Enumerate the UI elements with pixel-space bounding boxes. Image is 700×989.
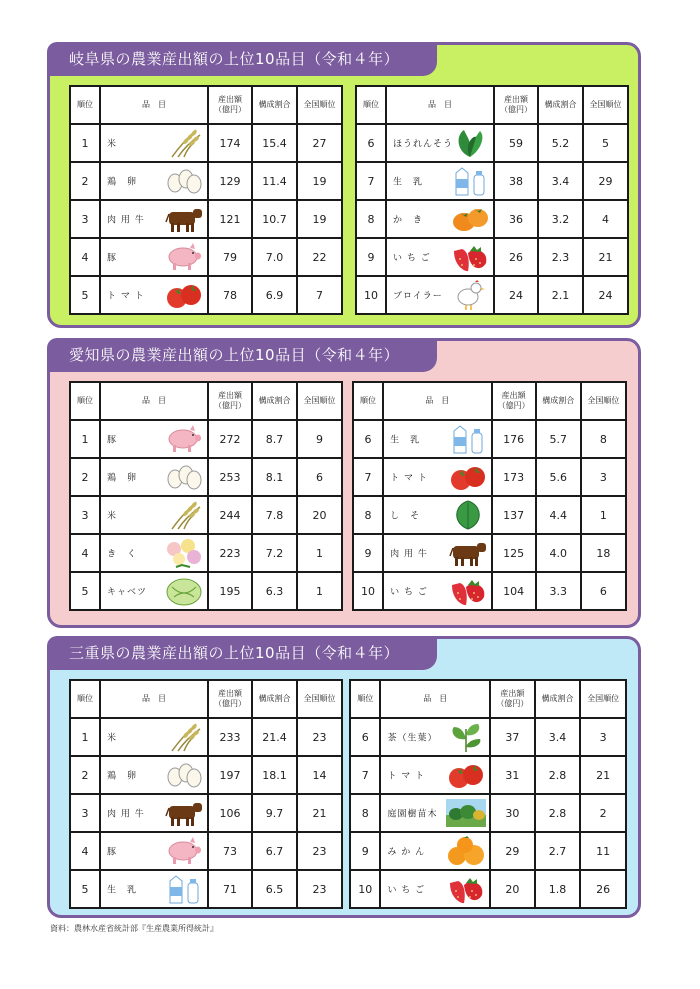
output-cell: 223 xyxy=(208,534,252,572)
ranking-table xyxy=(69,381,343,611)
item-name: 豚 xyxy=(107,435,118,446)
item-name: 肉 用 牛 xyxy=(107,809,145,820)
ranking-table xyxy=(355,85,629,315)
egg-icon xyxy=(164,759,204,791)
table-row xyxy=(70,756,342,794)
rank-cell: 5 xyxy=(70,276,100,314)
rice-icon xyxy=(164,721,204,753)
table-row xyxy=(353,496,626,534)
header-output: 産出額 （億円） xyxy=(494,86,538,124)
aichi-title: 愛知県の農業産出額の上位10品目（令和４年） xyxy=(47,338,437,372)
table-row xyxy=(353,420,626,458)
national-rank-cell: 6 xyxy=(297,458,342,496)
header-rank: 順位 xyxy=(70,382,100,420)
output-cell: 38 xyxy=(494,162,538,200)
ranking-table xyxy=(69,679,343,909)
national-rank-cell: 14 xyxy=(297,756,342,794)
table-row xyxy=(350,794,626,832)
rank-cell: 10 xyxy=(350,870,380,908)
item-name: 生 乳 xyxy=(393,177,424,188)
national-rank-cell: 9 xyxy=(297,420,342,458)
table-row xyxy=(356,276,628,314)
national-rank-cell: 23 xyxy=(297,718,342,756)
table-row xyxy=(70,458,342,496)
cow-icon xyxy=(448,537,488,569)
share-cell: 4.0 xyxy=(536,534,581,572)
item-name: き く xyxy=(107,549,138,560)
output-cell: 36 xyxy=(494,200,538,238)
item-name: い ち ご xyxy=(393,253,431,264)
header-output: 産出額 （億円） xyxy=(208,86,252,124)
pig-icon xyxy=(164,423,204,455)
table-header-row xyxy=(70,86,342,124)
output-cell: 244 xyxy=(208,496,252,534)
output-cell: 29 xyxy=(490,832,535,870)
table-row xyxy=(70,794,342,832)
table-row xyxy=(356,200,628,238)
rank-cell: 9 xyxy=(350,832,380,870)
output-cell: 24 xyxy=(494,276,538,314)
rank-cell: 5 xyxy=(70,572,100,610)
item-cell xyxy=(383,572,491,610)
ranking-table xyxy=(349,679,627,909)
rank-cell: 1 xyxy=(70,718,100,756)
share-cell: 3.2 xyxy=(538,200,583,238)
output-cell: 59 xyxy=(494,124,538,162)
header-output: 産出額 （億円） xyxy=(492,382,536,420)
table-row xyxy=(70,420,342,458)
item-name: 庭園樹苗木 xyxy=(387,809,438,820)
tea-icon xyxy=(446,721,486,753)
item-cell xyxy=(100,124,208,162)
egg-icon xyxy=(164,165,204,197)
strawberry-icon xyxy=(450,241,490,273)
item-cell xyxy=(380,870,490,908)
share-cell: 5.2 xyxy=(538,124,583,162)
share-cell: 3.4 xyxy=(538,162,583,200)
output-cell: 125 xyxy=(492,534,536,572)
item-name: ほうれんそう xyxy=(393,139,454,150)
item-name: い ち ご xyxy=(390,587,428,598)
item-cell xyxy=(100,200,208,238)
rank-cell: 4 xyxy=(70,832,100,870)
header-rank: 順位 xyxy=(70,680,100,718)
share-cell: 21.4 xyxy=(252,718,297,756)
item-cell xyxy=(100,496,208,534)
tomato-icon xyxy=(448,461,488,493)
share-cell: 18.1 xyxy=(252,756,297,794)
chrysanthemum-icon xyxy=(164,537,204,569)
output-cell: 31 xyxy=(490,756,535,794)
national-rank-cell: 19 xyxy=(297,162,342,200)
rank-cell: 6 xyxy=(356,124,386,162)
gifu-title: 岐阜県の農業産出額の上位10品目（令和４年） xyxy=(47,42,437,76)
garden-tree-icon xyxy=(446,797,486,829)
rank-cell: 2 xyxy=(70,756,100,794)
output-cell: 195 xyxy=(208,572,252,610)
item-name: 豚 xyxy=(107,253,118,264)
header-item: 品 目 xyxy=(100,86,208,124)
table-row xyxy=(70,870,342,908)
header-rank: 順位 xyxy=(356,86,386,124)
item-cell xyxy=(100,718,208,756)
source-note: 資料：農林水産省統計部『生産農業所得統計』 xyxy=(50,924,218,933)
spinach-icon xyxy=(450,127,490,159)
cow-icon xyxy=(164,203,204,235)
item-cell xyxy=(386,200,494,238)
output-cell: 253 xyxy=(208,458,252,496)
header-rank: 順位 xyxy=(353,382,383,420)
rank-cell: 3 xyxy=(70,496,100,534)
mandarin-icon xyxy=(446,835,486,867)
gifu-panel xyxy=(47,42,641,328)
national-rank-cell: 22 xyxy=(297,238,342,276)
table-row xyxy=(356,238,628,276)
national-rank-cell: 27 xyxy=(297,124,342,162)
milk-icon xyxy=(164,873,204,905)
header-national: 全国順位 xyxy=(580,680,626,718)
header-output: 産出額 （億円） xyxy=(208,680,252,718)
rank-cell: 7 xyxy=(356,162,386,200)
table-row xyxy=(350,718,626,756)
rank-cell: 10 xyxy=(353,572,383,610)
item-cell xyxy=(380,794,490,832)
rank-cell: 4 xyxy=(70,534,100,572)
item-name: 肉 用 牛 xyxy=(107,215,145,226)
ranking-table xyxy=(69,85,343,315)
national-rank-cell: 21 xyxy=(580,756,626,794)
output-cell: 26 xyxy=(494,238,538,276)
item-cell xyxy=(386,162,494,200)
output-cell: 37 xyxy=(490,718,535,756)
mie-panel xyxy=(47,636,641,918)
item-cell xyxy=(100,162,208,200)
rank-cell: 1 xyxy=(70,124,100,162)
national-rank-cell: 1 xyxy=(297,572,342,610)
share-cell: 6.3 xyxy=(252,572,297,610)
table-header-row xyxy=(70,680,342,718)
output-cell: 129 xyxy=(208,162,252,200)
table-header-row xyxy=(353,382,626,420)
share-cell: 6.5 xyxy=(252,870,297,908)
share-cell: 2.7 xyxy=(535,832,581,870)
header-share: 構成割合 xyxy=(252,382,297,420)
item-cell xyxy=(380,718,490,756)
output-cell: 20 xyxy=(490,870,535,908)
rank-cell: 6 xyxy=(350,718,380,756)
rank-cell: 1 xyxy=(70,420,100,458)
header-item: 品 目 xyxy=(100,680,208,718)
rank-cell: 5 xyxy=(70,870,100,908)
share-cell: 6.9 xyxy=(252,276,297,314)
item-name: ト マ ト xyxy=(390,473,428,484)
item-cell xyxy=(100,832,208,870)
share-cell: 2.1 xyxy=(538,276,583,314)
item-cell xyxy=(100,238,208,276)
milk-icon xyxy=(448,423,488,455)
output-cell: 173 xyxy=(492,458,536,496)
table-row xyxy=(353,534,626,572)
output-cell: 176 xyxy=(492,420,536,458)
output-cell: 174 xyxy=(208,124,252,162)
share-cell: 15.4 xyxy=(252,124,297,162)
rank-cell: 3 xyxy=(70,794,100,832)
output-cell: 106 xyxy=(208,794,252,832)
item-cell xyxy=(100,534,208,572)
national-rank-cell: 11 xyxy=(580,832,626,870)
table-row xyxy=(356,124,628,162)
national-rank-cell: 4 xyxy=(583,200,628,238)
item-name: キャベツ xyxy=(107,587,148,598)
table-row xyxy=(353,572,626,610)
chicken-icon xyxy=(450,279,490,311)
tomato-icon xyxy=(164,279,204,311)
national-rank-cell: 1 xyxy=(581,496,626,534)
national-rank-cell: 3 xyxy=(580,718,626,756)
item-name: ト マ ト xyxy=(107,291,145,302)
item-cell xyxy=(380,756,490,794)
header-national: 全国順位 xyxy=(581,382,626,420)
item-cell xyxy=(383,458,491,496)
rank-cell: 6 xyxy=(353,420,383,458)
output-cell: 71 xyxy=(208,870,252,908)
output-cell: 30 xyxy=(490,794,535,832)
national-rank-cell: 1 xyxy=(297,534,342,572)
output-cell: 78 xyxy=(208,276,252,314)
rank-cell: 7 xyxy=(350,756,380,794)
header-share: 構成割合 xyxy=(535,680,581,718)
table-row xyxy=(70,276,342,314)
rank-cell: 8 xyxy=(356,200,386,238)
cabbage-icon xyxy=(164,575,204,607)
table-row xyxy=(350,756,626,794)
share-cell: 5.7 xyxy=(536,420,581,458)
header-item: 品 目 xyxy=(386,86,494,124)
item-name: 米 xyxy=(107,511,118,522)
national-rank-cell: 20 xyxy=(297,496,342,534)
ranking-table xyxy=(352,381,627,611)
header-item: 品 目 xyxy=(383,382,491,420)
national-rank-cell: 29 xyxy=(583,162,628,200)
item-cell xyxy=(383,496,491,534)
national-rank-cell: 21 xyxy=(583,238,628,276)
rank-cell: 2 xyxy=(70,162,100,200)
table-row xyxy=(70,534,342,572)
national-rank-cell: 3 xyxy=(581,458,626,496)
item-name: ト マ ト xyxy=(387,771,426,782)
table-header-row xyxy=(350,680,626,718)
table-row xyxy=(356,162,628,200)
rank-cell: 4 xyxy=(70,238,100,276)
national-rank-cell: 18 xyxy=(581,534,626,572)
national-rank-cell: 8 xyxy=(581,420,626,458)
national-rank-cell: 23 xyxy=(297,870,342,908)
share-cell: 2.3 xyxy=(538,238,583,276)
header-share: 構成割合 xyxy=(536,382,581,420)
share-cell: 7.0 xyxy=(252,238,297,276)
table-row xyxy=(353,458,626,496)
rank-cell: 9 xyxy=(353,534,383,572)
item-name: 生 乳 xyxy=(107,885,138,896)
item-name: 生 乳 xyxy=(390,435,421,446)
item-name: 肉 用 牛 xyxy=(390,549,428,560)
header-national: 全国順位 xyxy=(297,382,342,420)
pig-icon xyxy=(164,241,204,273)
egg-icon xyxy=(164,461,204,493)
rank-cell: 9 xyxy=(356,238,386,276)
header-output: 産出額 （億円） xyxy=(490,680,535,718)
national-rank-cell: 7 xyxy=(297,276,342,314)
header-share: 構成割合 xyxy=(252,86,297,124)
table-row xyxy=(70,238,342,276)
national-rank-cell: 19 xyxy=(297,200,342,238)
item-name: 鶏 卵 xyxy=(107,473,138,484)
item-name: 茶（生葉） xyxy=(387,733,438,744)
item-cell xyxy=(100,756,208,794)
rank-cell: 2 xyxy=(70,458,100,496)
share-cell: 8.1 xyxy=(252,458,297,496)
item-cell xyxy=(383,420,491,458)
item-name: か き xyxy=(393,215,424,226)
strawberry-icon xyxy=(446,873,486,905)
output-cell: 197 xyxy=(208,756,252,794)
item-name: 鶏 卵 xyxy=(107,771,138,782)
output-cell: 272 xyxy=(208,420,252,458)
national-rank-cell: 26 xyxy=(580,870,626,908)
output-cell: 79 xyxy=(208,238,252,276)
persimmon-icon xyxy=(450,203,490,235)
output-cell: 104 xyxy=(492,572,536,610)
header-share: 構成割合 xyxy=(252,680,297,718)
rank-cell: 7 xyxy=(353,458,383,496)
item-name: ブロイラー xyxy=(393,291,443,302)
pig-icon xyxy=(164,835,204,867)
header-national: 全国順位 xyxy=(583,86,628,124)
output-cell: 73 xyxy=(208,832,252,870)
header-output: 産出額 （億円） xyxy=(208,382,252,420)
header-item: 品 目 xyxy=(100,382,208,420)
share-cell: 7.8 xyxy=(252,496,297,534)
shiso-icon xyxy=(448,499,488,531)
header-national: 全国順位 xyxy=(297,86,342,124)
table-row xyxy=(70,162,342,200)
header-national: 全国順位 xyxy=(297,680,342,718)
share-cell: 10.7 xyxy=(252,200,297,238)
rank-cell: 3 xyxy=(70,200,100,238)
tomato-icon xyxy=(446,759,486,791)
national-rank-cell: 6 xyxy=(581,572,626,610)
table-row xyxy=(70,832,342,870)
header-rank: 順位 xyxy=(350,680,380,718)
header-share: 構成割合 xyxy=(538,86,583,124)
rice-icon xyxy=(164,127,204,159)
rank-cell: 8 xyxy=(353,496,383,534)
strawberry-icon xyxy=(448,575,488,607)
rank-cell: 10 xyxy=(356,276,386,314)
output-cell: 137 xyxy=(492,496,536,534)
item-cell xyxy=(383,534,491,572)
table-row xyxy=(70,496,342,534)
header-rank: 順位 xyxy=(70,86,100,124)
item-cell xyxy=(100,458,208,496)
table-row xyxy=(70,200,342,238)
table-header-row xyxy=(70,382,342,420)
share-cell: 9.7 xyxy=(252,794,297,832)
share-cell: 5.6 xyxy=(536,458,581,496)
national-rank-cell: 23 xyxy=(297,832,342,870)
item-cell xyxy=(100,572,208,610)
share-cell: 11.4 xyxy=(252,162,297,200)
share-cell: 2.8 xyxy=(535,794,581,832)
table-row xyxy=(70,572,342,610)
item-cell xyxy=(100,870,208,908)
national-rank-cell: 24 xyxy=(583,276,628,314)
rice-icon xyxy=(164,499,204,531)
item-cell xyxy=(386,276,494,314)
item-cell xyxy=(386,124,494,162)
share-cell: 3.4 xyxy=(535,718,581,756)
table-row xyxy=(70,124,342,162)
cow-icon xyxy=(164,797,204,829)
item-cell xyxy=(100,276,208,314)
output-cell: 121 xyxy=(208,200,252,238)
header-item: 品 目 xyxy=(380,680,490,718)
table-row xyxy=(350,870,626,908)
mie-title: 三重県の農業産出額の上位10品目（令和４年） xyxy=(47,636,437,670)
item-name: 鶏 卵 xyxy=(107,177,138,188)
item-name: し そ xyxy=(390,511,421,522)
share-cell: 3.3 xyxy=(536,572,581,610)
aichi-panel xyxy=(47,338,641,628)
share-cell: 7.2 xyxy=(252,534,297,572)
item-cell xyxy=(380,832,490,870)
share-cell: 6.7 xyxy=(252,832,297,870)
rank-cell: 8 xyxy=(350,794,380,832)
item-cell xyxy=(100,420,208,458)
share-cell: 8.7 xyxy=(252,420,297,458)
national-rank-cell: 5 xyxy=(583,124,628,162)
share-cell: 4.4 xyxy=(536,496,581,534)
table-row xyxy=(70,718,342,756)
table-row xyxy=(350,832,626,870)
item-name: 米 xyxy=(107,733,118,744)
item-cell xyxy=(100,794,208,832)
item-name: 豚 xyxy=(107,847,118,858)
share-cell: 2.8 xyxy=(535,756,581,794)
milk-icon xyxy=(450,165,490,197)
table-header-row xyxy=(356,86,628,124)
national-rank-cell: 2 xyxy=(580,794,626,832)
share-cell: 1.8 xyxy=(535,870,581,908)
item-name: い ち ご xyxy=(387,885,426,896)
national-rank-cell: 21 xyxy=(297,794,342,832)
item-name: み か ん xyxy=(387,847,426,858)
item-cell xyxy=(386,238,494,276)
output-cell: 233 xyxy=(208,718,252,756)
item-name: 米 xyxy=(107,139,118,150)
